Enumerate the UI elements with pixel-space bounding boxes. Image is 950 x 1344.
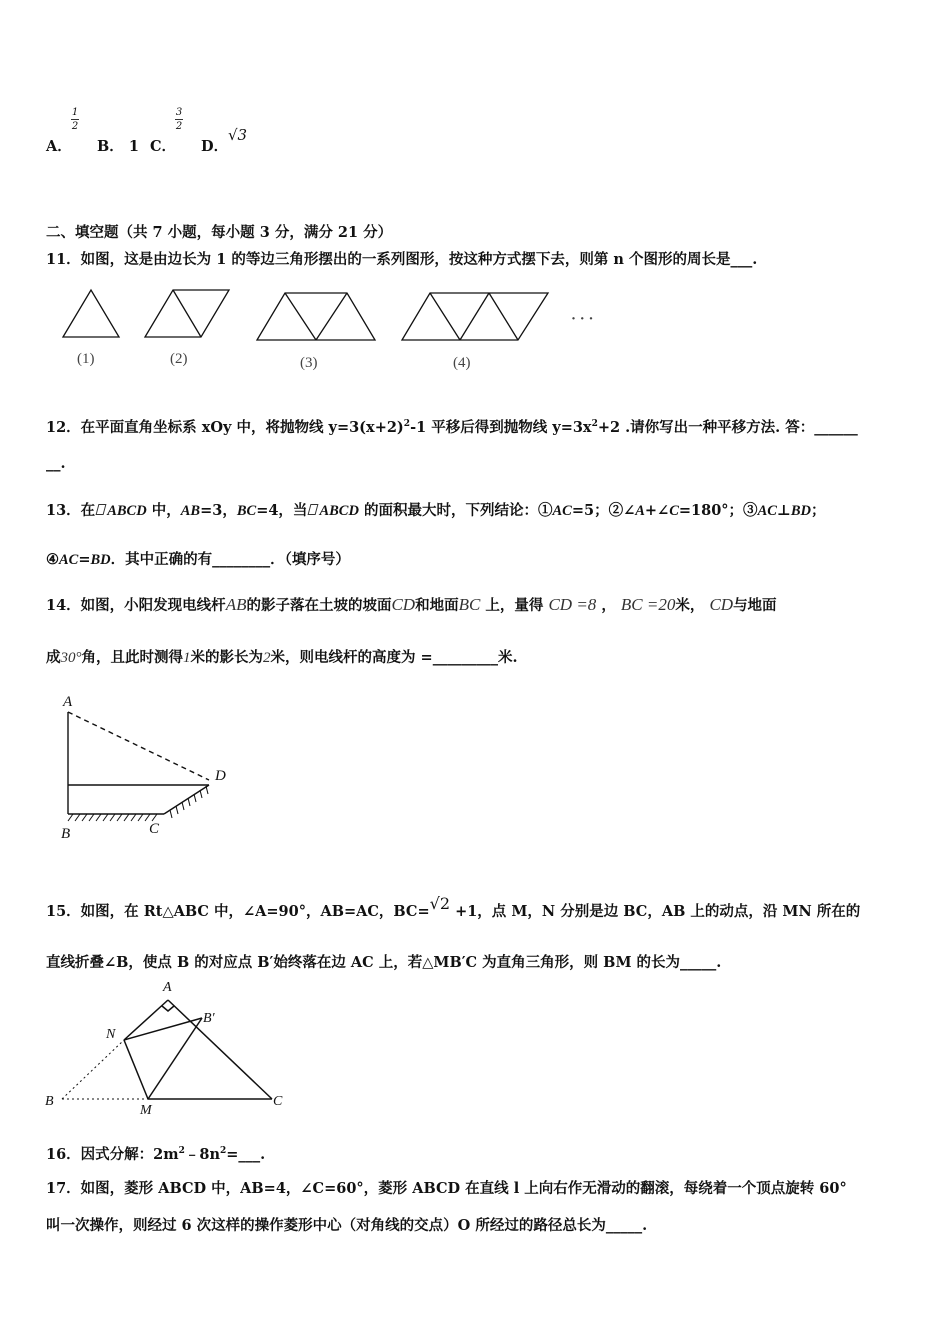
triangle-fig-1 xyxy=(63,290,119,337)
option-a: A． xyxy=(46,138,72,155)
q13-line1: 13．在 ABCD 中，AB=3，BC=4，当 ABCD 的面积最大时，下列结论：①AC=5；②∠A+∠C=180°；③AC⊥BD； xyxy=(46,502,826,519)
fig-ellipsis: · · · xyxy=(571,311,594,327)
q11-figure xyxy=(55,285,615,380)
label-m: M xyxy=(140,1103,152,1118)
q17-line1: 17．如图，菱形 ABCD 中，AB=4，∠C=60°，菱形 ABCD 在直线 l 上向右作无滑动的翻滚，每绕着一个顶点旋转 60° xyxy=(46,1180,847,1197)
q13-line2: ④AC=BD．其中正确的有________．（填序号） xyxy=(46,551,350,568)
option-d-value: √3 xyxy=(228,126,248,144)
label-a: A xyxy=(163,980,172,995)
q17-line2: 叫一次操作，则经过 6 次这样的操作菱形中心（对角线的交点）O 所经过的路径总长为_____. xyxy=(46,1217,648,1234)
q15-figure xyxy=(40,978,295,1118)
label-bprime: B′ xyxy=(203,1011,215,1026)
label-b: B xyxy=(61,826,71,842)
q14-line1: 14．如图，小阳发现电线杆AB的影子落在土坡的坡面CD和地面BC 上，量得 CD =8 ， BC =20米， CD与地面 xyxy=(46,595,777,614)
option-d: D． xyxy=(201,138,229,155)
fig-label-1: (1) xyxy=(77,351,95,367)
label-c: C xyxy=(149,821,160,837)
label-b: B xyxy=(45,1094,54,1109)
q14-figure xyxy=(55,690,245,845)
option-a-fraction: 1 2 xyxy=(71,107,79,132)
label-d: D xyxy=(215,768,226,784)
option-c-fraction: 3 2 xyxy=(175,107,183,132)
q15-line2: 直线折叠∠B，使点 B 的对应点 B′始终落在边 AC 上，若△MB′C 为直角三角形，则 BM 的长为_____. xyxy=(46,954,722,971)
option-b: B． 1 xyxy=(97,138,139,155)
q11-text: 11．如图，这是由边长为 1 的等边三角形摆出的一系列图形，按这种方式摆下去，则第 n 个图形的周长是___. xyxy=(46,251,758,268)
option-c: C． xyxy=(150,138,177,155)
label-n: N xyxy=(106,1027,116,1042)
label-a: A xyxy=(63,694,73,710)
label-c: C xyxy=(273,1094,283,1109)
fig-label-4: (4) xyxy=(453,355,471,371)
fig-label-3: (3) xyxy=(300,355,318,371)
triangle-fig-3 xyxy=(257,293,375,340)
q12-line2: __. xyxy=(46,455,66,472)
q15-line1: 15．如图，在 Rt△ABC 中，∠A=90°，AB=AC，BC=√2 +1，点 M，N 分别是边 BC，AB 上的动点，沿 MN 所在的 xyxy=(46,894,861,920)
q12-text: 12．在平面直角坐标系 xOy 中，将抛物线 $y=3(x+2)^2-1$ 平移后得到抛物线 $y=3x^2+2$ .请你写出一种平移方法. 答：______ xyxy=(46,419,858,436)
q14-line2: 成30°角，且此时测得1米的影长为2米，则电线杆的高度为 =_________米. xyxy=(46,649,518,666)
q16-text: 16．因式分解：$2m^2﹣8n^2=\_\_\_$. xyxy=(46,1146,266,1163)
fig-label-2: (2) xyxy=(170,351,188,367)
section-heading: 二、填空题（共 7 小题，每小题 3 分，满分 21 分） xyxy=(46,224,393,241)
